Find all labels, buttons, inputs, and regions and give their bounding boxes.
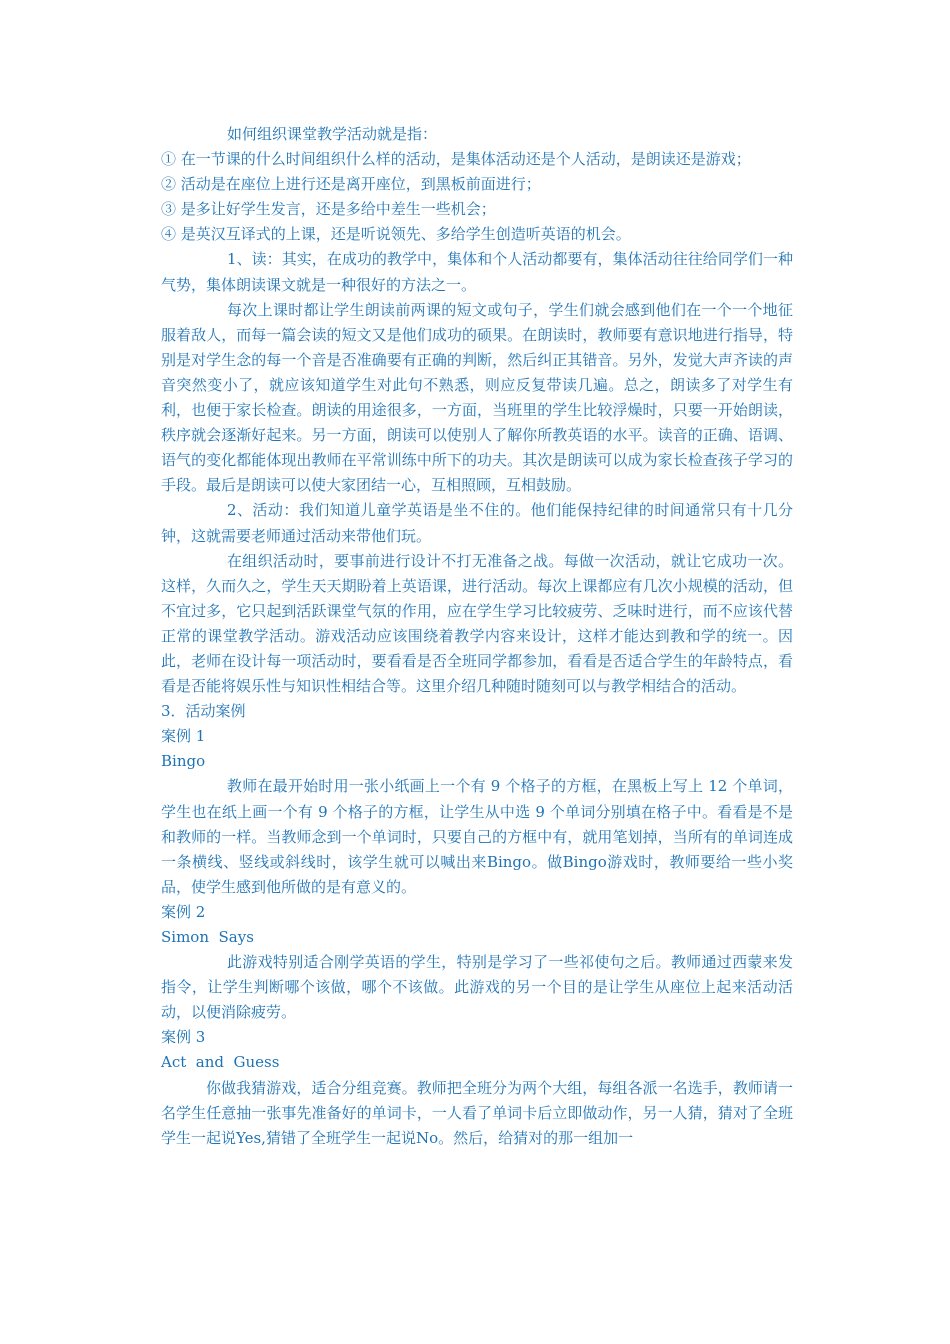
case-2-label: 案例 2 (161, 902, 206, 921)
cases-heading: 3．活动案例 (161, 702, 246, 721)
case-3-text: 你做我猜游戏，适合分组竞赛。教师把全班分为两个大组，每组各派一名选手，教师请一名学生任意抽一张事先准备好的单词卡，一人看了单词卡后立即做动作，另一人猜，猜对了全班学生一起说Yes,猜错了全班学生一起说No。然后，给猜对的那一组加一 (161, 1078, 793, 1147)
intro-item-3: ③ 是多让好学生发言，还是多给中差生一些机会； (161, 200, 496, 219)
case-3-label: 案例 3 (161, 1028, 206, 1047)
document-body (161, 122, 793, 1151)
intro-item-1: ① 在一节课的什么时间组织什么样的活动，是集体活动还是个人活动，是朗读还是游戏； (161, 150, 751, 169)
intro-item-4: ④ 是英汉互译式的上课，还是听说领先、多给学生创造听英语的机会。 (161, 225, 631, 244)
case-1-name: Bingo (161, 752, 206, 771)
activity-paragraph-1: 2、活动：我们知道儿童学英语是坐不住的。他们能保持纪律的时间通常只有十几分钟，这就需要老师通过活动来带他们玩。 (161, 501, 793, 545)
case-2-name: Simon Says (161, 928, 254, 946)
intro-heading: 如何组织课堂教学活动就是指： (227, 125, 438, 143)
case-2-text: 此游戏特别适合刚学英语的学生，特别是学习了一些祁使句之后。教师通过西蒙来发指令，让学生判断哪个该做，哪个不该做。此游戏的另一个目的是让学生从座位上起来活动活动，以便消除疲劳。 (161, 953, 793, 1022)
reading-paragraph-2: 每次上课时都让学生朗读前两课的短文或句子，学生们就会感到他们在一个一个地征服着敌人，而每一篇会读的短文又是他们成功的硕果。在朗读时，教师要有意识地进行指导，特别是对学生念的每一个音是否准确要有正确的判断，然后纠正其错音。另外，发觉大声齐读的声音突然变小了，就应该知道学生对此句不熟悉，则应反复带读几遍。总之，朗读多了对学生有利，也便于家长检查。朗读的用途很多，一方面，当班里的学生比较浮燥时，只要一开始朗读，秩序就会逐渐好起来。另一方面，朗读可以使别人了解你所教英语的水平。读音的正确、语调、语气的变化都能体现出教师在平常训练中所下的功夫。其次是朗读可以成为家长检查孩子学习的手段。最后是朗读可以使大家团结一心，互相照顾，互相鼓励。 (161, 300, 793, 495)
case-1-text: 教师在最开始时用一张小纸画上一个有 9 个格子的方框，在黑板上写上 12 个单词，学生也在纸上画一个有 9 个格子的方框，让学生从中选 9 个单词分别填在格子中。看看是不是和教师的一样。当教师念到一个单词时，只要自己的方框中有，就用笔划掉，当所有的单词连成一条横线、竖线或斜线时，该学生就可以喊出来Bingo。做Bingo游戏时，教师要给一些小奖品，使学生感到他所做的是有意义的。 (161, 777, 793, 896)
case-1-label: 案例 1 (161, 727, 206, 746)
intro-item-2: ② 活动是在座位上进行还是离开座位，到黑板前面进行； (161, 175, 541, 194)
case-3-name: Act and Guess (161, 1053, 280, 1072)
activity-paragraph-2: 在组织活动时，要事前进行设计不打无准备之战。每做一次活动，就让它成功一次。这样，久而久之，学生天天期盼着上英语课，进行活动。每次上课都应有几次小规模的活动，但不宜过多，它只起到活跃课堂气氛的作用，应在学生学习比较疲劳、乏味时进行，而不应该代替正常的课堂教学活动。游戏活动应该围绕着教学内容来设计，这样才能达到教和学的统一。因此，老师在设计每一项活动时，要看看是否全班同学都参加，看看是否适合学生的年龄特点，看看是否能将娱乐性与知识性相结合等。这里介绍几种随时随刻可以与教学相结合的活动。 (161, 551, 793, 696)
reading-paragraph-1: 1、读：其实，在成功的教学中，集体和个人活动都要有，集体活动往往给同学们一种气势，集体朗读课文就是一种很好的方法之一。 (161, 250, 793, 294)
